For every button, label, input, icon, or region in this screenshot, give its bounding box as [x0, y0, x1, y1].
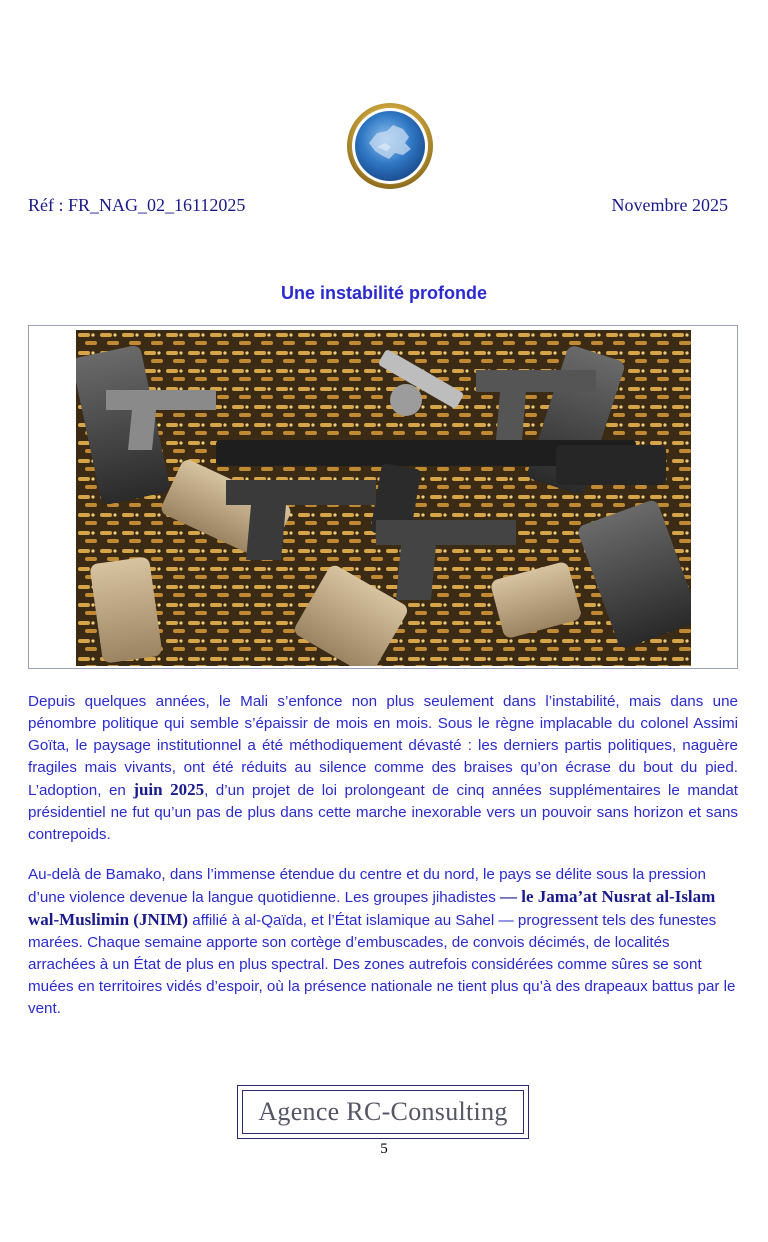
globe-logo-icon [347, 103, 433, 189]
body-paragraph [28, 864, 738, 1020]
paragraph-text: Depuis quelques années, le Mali s’enfonce non plus seulement dans l’instabilité, mais dans une pénombre politique qui semble s’épaissir de mois en mois. Sous le règne implacable du colonel Assimi Goïta, le paysage institutionnel a été méthodiquement dévasté : les derniers partis politiques, naguère fragiles mais vivants, ont été réduits au silence comme des braises qu’on écrase du bout du pied. L’adoption, en [28, 693, 738, 799]
firearms-photo [76, 330, 691, 666]
document-date: Novembre 2025 [611, 195, 728, 215]
photo-frame [28, 325, 738, 669]
bold-date: juin 2025 [133, 780, 205, 799]
paragraph-text: Au-delà de Bamako, dans l’immense étendue du centre et du nord, le pays se délite sous la pression d’une violence devenue la langue quotidienne. Les groupes jihadistes [28, 866, 706, 906]
bold-group-name: — le Jama’at Nusrat al-Islam wal-Muslimin (JNIM) [28, 887, 716, 929]
body-paragraph [28, 691, 738, 846]
agency-box [237, 1085, 529, 1139]
page-number: 5 [380, 1141, 388, 1157]
paragraph-text: , d’un projet de loi prolongeant de cinq années supplémentaires le mandat présidentiel ne fut qu’un pas de plus dans cette marche inexorable vers un pouvoir sans horizon et sans contrepoids. [28, 782, 738, 843]
paragraph-text: affilié à al-Qaïda, et l’État islamique au Sahel — progressent tels des funestes marées. Chaque semaine apporte son cortège d’embuscades, de convois décimés, de localités arrachées à un État de plus en plus spectral. Des zones autrefois considérées comme sûres se sont muées en territoires vidés d’espoir, où la présence nationale ne tient plus qu’à des drapeaux battus par le vent. [28, 912, 736, 1017]
agency-name: Agence RC-Consulting [258, 1097, 508, 1126]
section-title: Une instabilité profonde [280, 283, 487, 303]
reference-code: Réf : FR_NAG_02_16112025 [28, 195, 246, 215]
agency-inner-border [242, 1090, 524, 1134]
